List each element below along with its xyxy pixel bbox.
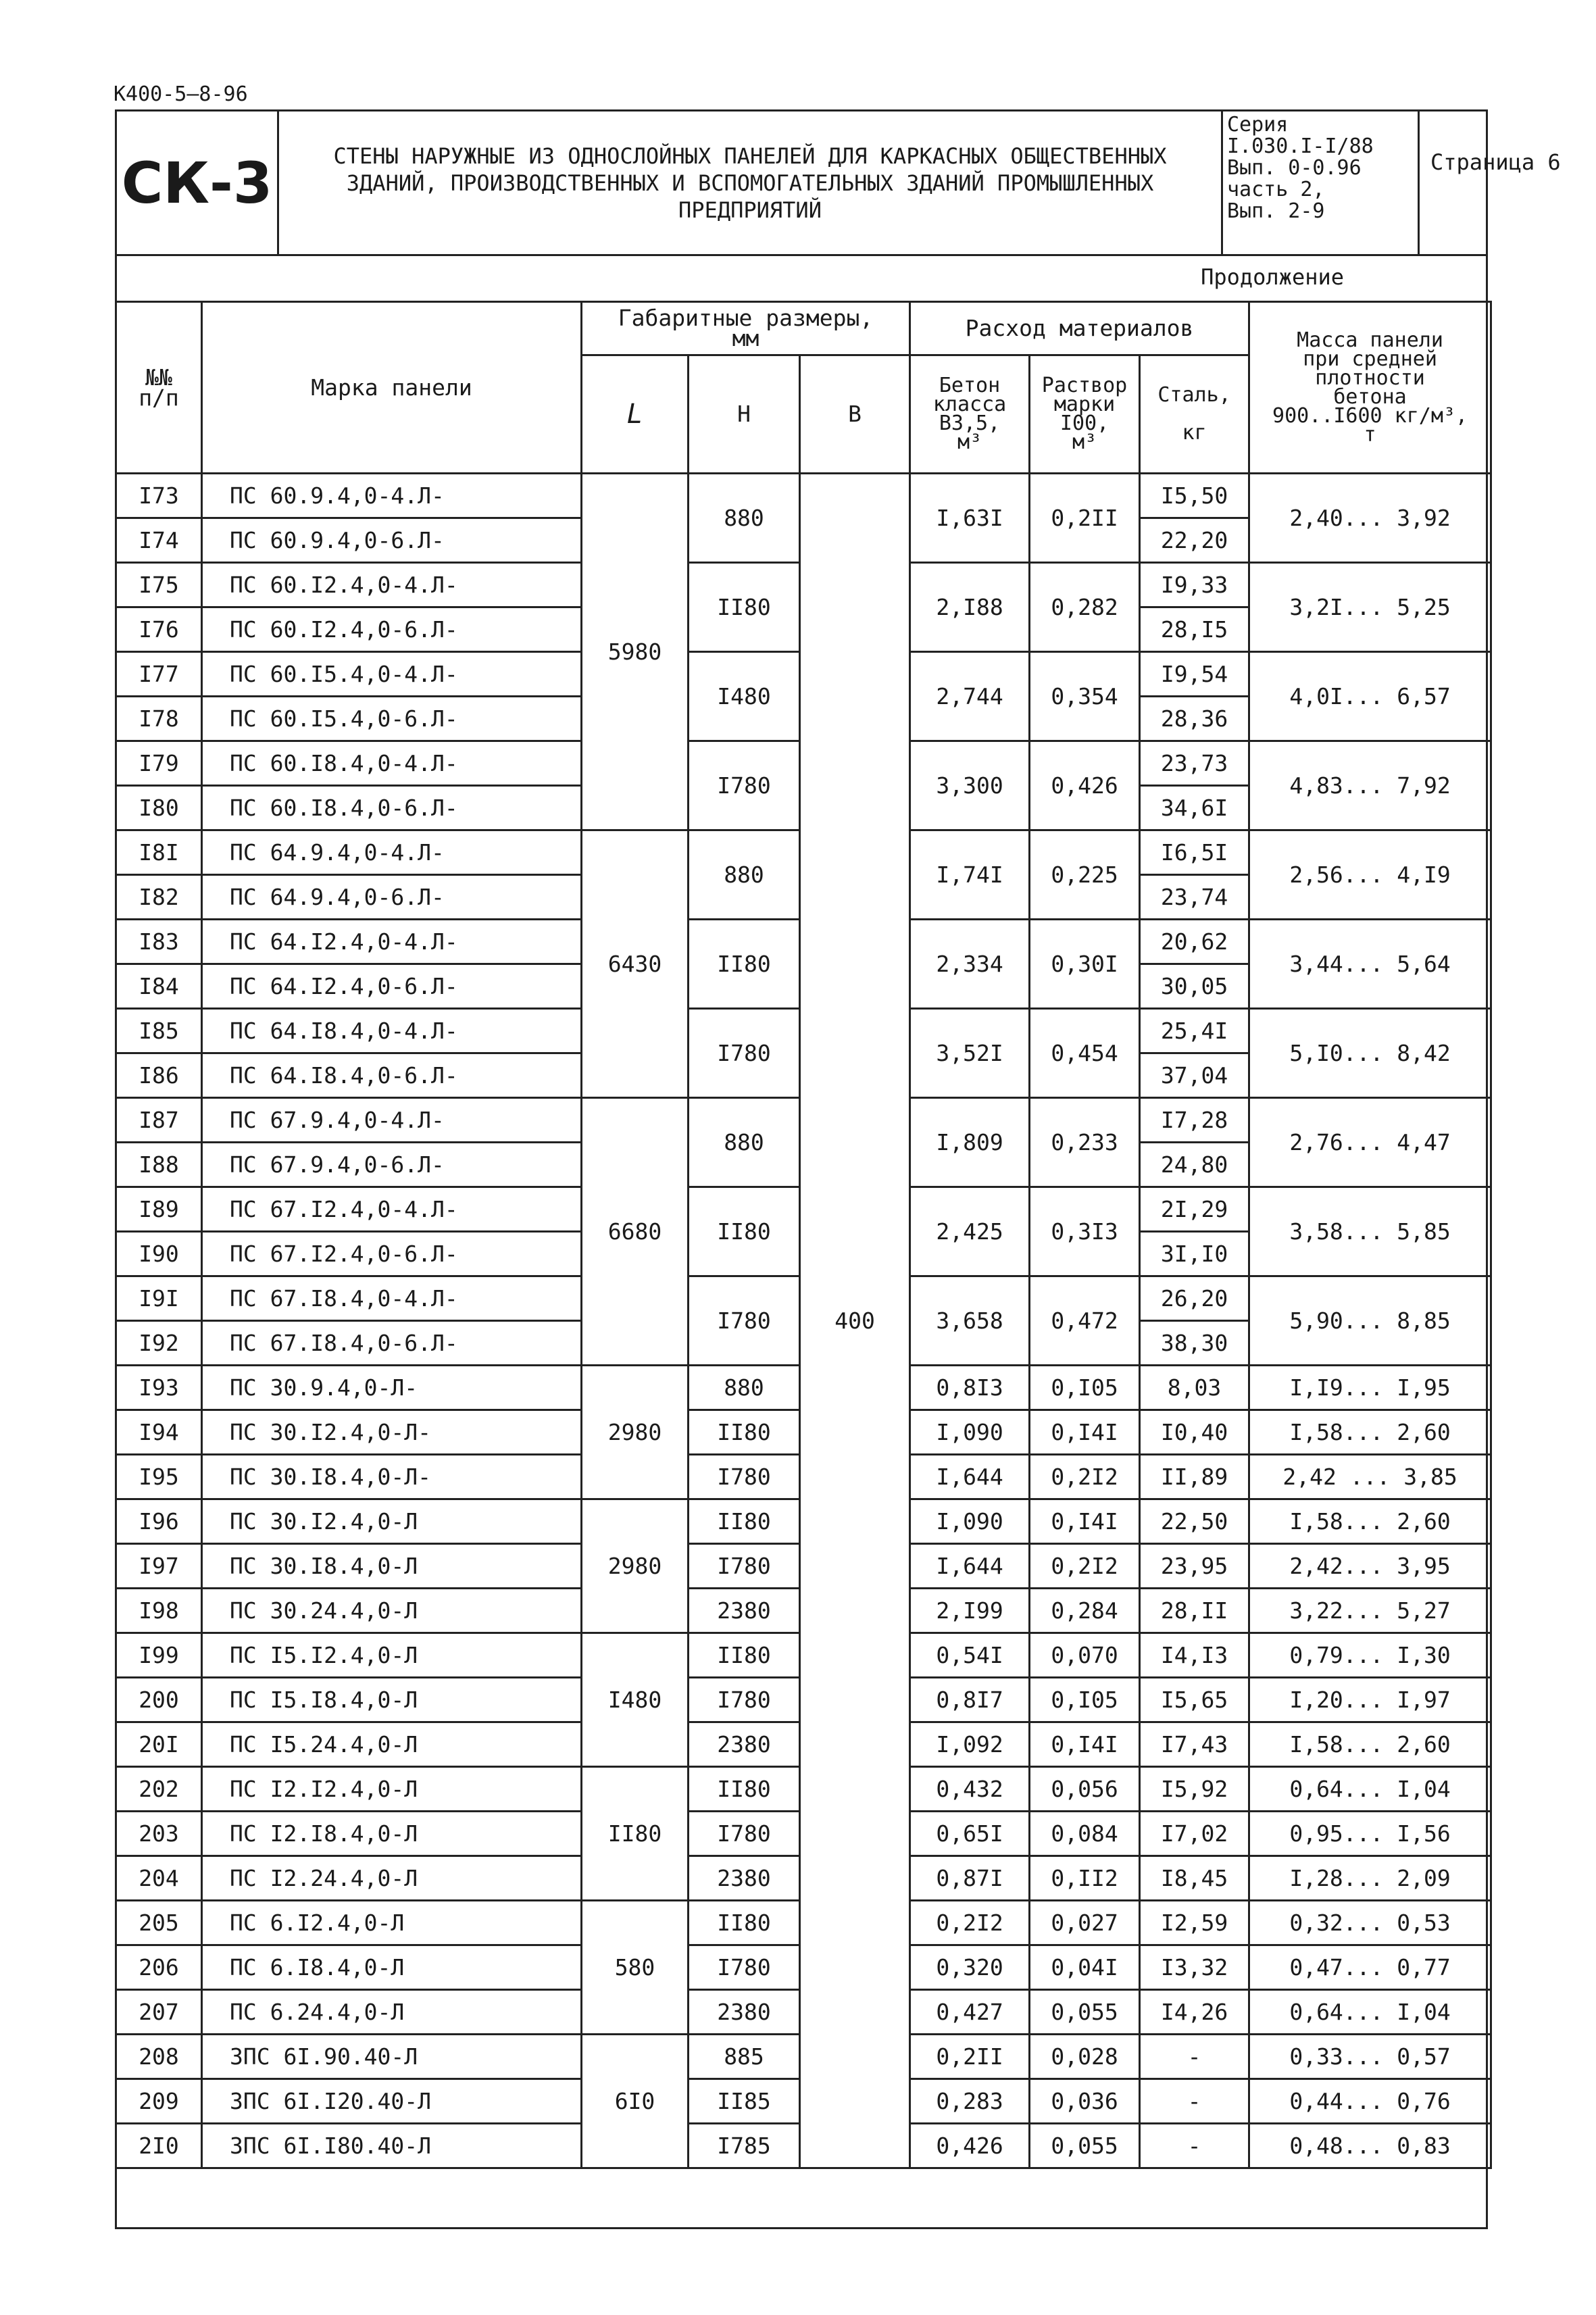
steel-mass: I5,65 — [1140, 1678, 1249, 1722]
row-number: I89 — [116, 1187, 202, 1232]
series-info: Серия I.030.I-I/88 Вып. 0-0.96 часть 2, Вып. 2-9 — [1223, 111, 1420, 254]
row-number: 207 — [116, 1990, 202, 2035]
dimension-H: I780 — [689, 741, 800, 830]
row-number: I88 — [116, 1143, 202, 1187]
mortar-volume: 0,II2 — [1030, 1856, 1140, 1901]
mortar-volume: 0,036 — [1030, 2079, 1140, 2124]
dimension-H: 880 — [689, 1366, 800, 1410]
panel-mass: 5,90... 8,85 — [1249, 1276, 1491, 1366]
sheet-code: СК-3 — [121, 149, 273, 216]
title-cell — [279, 111, 1223, 254]
concrete-volume: 0,54I — [910, 1633, 1030, 1678]
panel-mass: 0,32... 0,53 — [1249, 1901, 1491, 1945]
mortar-volume: 0,055 — [1030, 2124, 1140, 2168]
dimension-H: II80 — [689, 563, 800, 652]
panel-mark: ПС 64.I8.4,0-4.Л- — [202, 1009, 582, 1053]
mortar-volume: 0,225 — [1030, 830, 1140, 920]
panel-mark: ПС 67.I8.4,0-4.Л- — [202, 1276, 582, 1321]
concrete-volume: 0,8I3 — [910, 1366, 1030, 1410]
steel-mass: I4,I3 — [1140, 1633, 1249, 1678]
sheet-code-cell — [117, 111, 279, 254]
col-header-dimensions: Габаритные размеры, мм — [582, 302, 910, 355]
concrete-volume: 0,426 — [910, 2124, 1030, 2168]
col-header-concrete: Бетон класса В3,5, м³ — [910, 355, 1030, 474]
panel-mark: ПС 64.I2.4,0-6.Л- — [202, 964, 582, 1009]
dimension-L: II80 — [582, 1767, 689, 1901]
dimension-H: II80 — [689, 1633, 800, 1678]
dimension-H: II80 — [689, 1767, 800, 1812]
panel-mark: ЗПС 6I.I20.40-Л — [202, 2079, 582, 2124]
row-number: I93 — [116, 1366, 202, 1410]
dimension-H: 880 — [689, 1098, 800, 1187]
mortar-volume: 0,I4I — [1030, 1410, 1140, 1455]
mortar-volume: 0,3I3 — [1030, 1187, 1140, 1276]
steel-mass: I9,54 — [1140, 652, 1249, 697]
panel-mark: ПС I5.I8.4,0-Л — [202, 1678, 582, 1722]
dimension-H: II80 — [689, 1187, 800, 1276]
concrete-volume: 0,2II — [910, 2035, 1030, 2079]
panel-mass: 5,I0... 8,42 — [1249, 1009, 1491, 1098]
panel-mass: 3,2I... 5,25 — [1249, 563, 1491, 652]
concrete-volume: 2,I88 — [910, 563, 1030, 652]
row-number: I75 — [116, 563, 202, 607]
steel-mass: 25,4I — [1140, 1009, 1249, 1053]
steel-mass: 28,I5 — [1140, 607, 1249, 652]
row-number: 2I0 — [116, 2124, 202, 2168]
mortar-volume: 0,2I2 — [1030, 1544, 1140, 1589]
panel-mass: 2,40... 3,92 — [1249, 474, 1491, 563]
steel-mass: 2I,29 — [1140, 1187, 1249, 1232]
steel-mass: I6,5I — [1140, 830, 1249, 875]
dimension-H: I780 — [689, 1544, 800, 1589]
concrete-volume: 2,334 — [910, 920, 1030, 1009]
steel-mass: 28,II — [1140, 1589, 1249, 1633]
panel-mark: ПС 67.I2.4,0-6.Л- — [202, 1232, 582, 1276]
dimension-H: 2380 — [689, 1722, 800, 1767]
concrete-volume: 0,8I7 — [910, 1678, 1030, 1722]
steel-mass: - — [1140, 2079, 1249, 2124]
page-number: Страница 6 — [1430, 149, 1561, 175]
steel-mass: 23,95 — [1140, 1544, 1249, 1589]
steel-mass: 22,50 — [1140, 1499, 1249, 1544]
mortar-volume: 0,282 — [1030, 563, 1140, 652]
dimension-L: 2980 — [582, 1366, 689, 1499]
steel-mass: II,89 — [1140, 1455, 1249, 1499]
row-number: 200 — [116, 1678, 202, 1722]
panel-mark: ПС 67.9.4,0-6.Л- — [202, 1143, 582, 1187]
panel-mark: ПС I5.24.4,0-Л — [202, 1722, 582, 1767]
concrete-volume: I,644 — [910, 1455, 1030, 1499]
concrete-volume: 0,65I — [910, 1812, 1030, 1856]
panel-mark: ПС I2.I2.4,0-Л — [202, 1767, 582, 1812]
panel-mark: ЗПС 6I.I80.40-Л — [202, 2124, 582, 2168]
page-frame — [115, 109, 1561, 2229]
concrete-volume: I,74I — [910, 830, 1030, 920]
panel-mass: 0,79... I,30 — [1249, 1633, 1491, 1678]
panel-mark: ПС 67.I2.4,0-4.Л- — [202, 1187, 582, 1232]
row-number: I9I — [116, 1276, 202, 1321]
panel-mark: ПС I2.24.4,0-Л — [202, 1856, 582, 1901]
panel-mass: 0,64... I,04 — [1249, 1767, 1491, 1812]
panel-mass: 2,56... 4,I9 — [1249, 830, 1491, 920]
concrete-volume: 0,427 — [910, 1990, 1030, 2035]
steel-mass: 34,6I — [1140, 786, 1249, 830]
panel-mark: ПС 60.I5.4,0-6.Л- — [202, 697, 582, 741]
panel-mass: I,20... I,97 — [1249, 1678, 1491, 1722]
steel-mass: I0,40 — [1140, 1410, 1249, 1455]
dimension-H: II80 — [689, 1901, 800, 1945]
col-header-H: Н — [689, 355, 800, 474]
dimension-L: 2980 — [582, 1499, 689, 1633]
col-header-mass: Масса панели при средней плотности бетона 900..I600 кг/м³, т — [1249, 302, 1491, 474]
panel-mark: ПС 6.I2.4,0-Л — [202, 1901, 582, 1945]
panel-mass: 0,44... 0,76 — [1249, 2079, 1491, 2124]
steel-mass: 8,03 — [1140, 1366, 1249, 1410]
col-header-B: В — [800, 355, 910, 474]
document-title: СТЕНЫ НАРУЖНЫЕ ИЗ ОДНОСЛОЙНЫХ ПАНЕЛЕЙ ДЛЯ КАРКАСНЫХ ОБЩЕСТВЕННЫХ ЗДАНИЙ, ПРОИЗВОДСТВЕННЫХ И ВСПОМОГАТЕЛЬНЫХ ЗДАНИЙ ПРОМЫШЛЕННЫХ ПРЕДПРИЯТИЙ — [333, 143, 1167, 223]
row-number: I82 — [116, 875, 202, 920]
panel-mark: ПС 64.I2.4,0-4.Л- — [202, 920, 582, 964]
concrete-volume: 0,2I2 — [910, 1901, 1030, 1945]
panel-mass: 4,83... 7,92 — [1249, 741, 1491, 830]
panel-mass: I,28... 2,09 — [1249, 1856, 1491, 1901]
steel-mass: 23,73 — [1140, 741, 1249, 786]
steel-mass: 26,20 — [1140, 1276, 1249, 1321]
panel-mark: ПС 64.9.4,0-4.Л- — [202, 830, 582, 875]
concrete-volume: 3,658 — [910, 1276, 1030, 1366]
panel-mark: ПС 60.9.4,0-6.Л- — [202, 518, 582, 563]
mortar-volume: 0,472 — [1030, 1276, 1140, 1366]
page-cell — [1420, 111, 1561, 254]
panel-mass: I,58... 2,60 — [1249, 1722, 1491, 1767]
panel-mass: 0,33... 0,57 — [1249, 2035, 1491, 2079]
panel-mark: ПС 6.24.4,0-Л — [202, 1990, 582, 2035]
row-number: I84 — [116, 964, 202, 1009]
row-number: I94 — [116, 1410, 202, 1455]
panel-table — [115, 301, 1492, 2169]
row-number: 205 — [116, 1901, 202, 1945]
panel-mark: ПС 60.I5.4,0-4.Л- — [202, 652, 582, 697]
mortar-volume: 0,I4I — [1030, 1722, 1140, 1767]
dimension-B: 400 — [800, 474, 910, 2168]
concrete-volume: I,090 — [910, 1410, 1030, 1455]
dimension-H: I780 — [689, 1678, 800, 1722]
mortar-volume: 0,056 — [1030, 1767, 1140, 1812]
panel-mark: ПС 60.9.4,0-4.Л- — [202, 474, 582, 518]
panel-mass: 2,42... 3,95 — [1249, 1544, 1491, 1589]
dimension-H: I780 — [689, 1945, 800, 1990]
dimension-L: 6I0 — [582, 2035, 689, 2168]
dimension-H: I780 — [689, 1009, 800, 1098]
row-number: I97 — [116, 1544, 202, 1589]
panel-mass: 0,48... 0,83 — [1249, 2124, 1491, 2168]
steel-mass: - — [1140, 2124, 1249, 2168]
dimension-H: I780 — [689, 1276, 800, 1366]
panel-mark: ПС 67.I8.4,0-6.Л- — [202, 1321, 582, 1366]
panel-mass: 3,22... 5,27 — [1249, 1589, 1491, 1633]
dimension-H: I785 — [689, 2124, 800, 2168]
col-header-mark: Марка панели — [202, 302, 582, 474]
concrete-volume: 2,425 — [910, 1187, 1030, 1276]
mortar-volume: 0,30I — [1030, 920, 1140, 1009]
dimension-H: II80 — [689, 1499, 800, 1544]
steel-mass: 24,80 — [1140, 1143, 1249, 1187]
row-number: I92 — [116, 1321, 202, 1366]
dimension-H: 2380 — [689, 1856, 800, 1901]
row-number: I8I — [116, 830, 202, 875]
steel-mass: I9,33 — [1140, 563, 1249, 607]
panel-mark: ПС 30.I8.4,0-Л — [202, 1544, 582, 1589]
dimension-L: I480 — [582, 1633, 689, 1767]
row-number: 204 — [116, 1856, 202, 1901]
panel-mass: 3,44... 5,64 — [1249, 920, 1491, 1009]
document-code: К400-5—8-96 — [114, 82, 248, 106]
mortar-volume: 0,426 — [1030, 741, 1140, 830]
steel-mass: I4,26 — [1140, 1990, 1249, 2035]
steel-mass: 30,05 — [1140, 964, 1249, 1009]
mortar-volume: 0,284 — [1030, 1589, 1140, 1633]
panel-mark: ПС 30.I2.4,0-Л — [202, 1499, 582, 1544]
panel-mark: ПС 60.I2.4,0-6.Л- — [202, 607, 582, 652]
concrete-volume: 0,283 — [910, 2079, 1030, 2124]
concrete-volume: 3,52I — [910, 1009, 1030, 1098]
row-number: I83 — [116, 920, 202, 964]
steel-mass: 37,04 — [1140, 1053, 1249, 1098]
mortar-volume: 0,084 — [1030, 1812, 1140, 1856]
mortar-volume: 0,04I — [1030, 1945, 1140, 1990]
row-number: I96 — [116, 1499, 202, 1544]
mortar-volume: 0,454 — [1030, 1009, 1140, 1098]
panel-mass: I,I9... I,95 — [1249, 1366, 1491, 1410]
row-number: I77 — [116, 652, 202, 697]
dimension-H: II80 — [689, 920, 800, 1009]
panel-mark: ПС I5.I2.4,0-Л — [202, 1633, 582, 1678]
row-number: I79 — [116, 741, 202, 786]
dimension-H: II80 — [689, 1410, 800, 1455]
steel-mass: I3,32 — [1140, 1945, 1249, 1990]
row-number: I95 — [116, 1455, 202, 1499]
panel-mass: I,58... 2,60 — [1249, 1499, 1491, 1544]
panel-mass: I,58... 2,60 — [1249, 1410, 1491, 1455]
mortar-volume: 0,I4I — [1030, 1499, 1140, 1544]
row-number: 202 — [116, 1767, 202, 1812]
row-number: 20I — [116, 1722, 202, 1767]
row-number: I80 — [116, 786, 202, 830]
concrete-volume: 0,432 — [910, 1767, 1030, 1812]
title-block — [117, 111, 1561, 256]
panel-mark: ЗПС 6I.90.40-Л — [202, 2035, 582, 2079]
panel-mark: ПС 30.I8.4,0-Л- — [202, 1455, 582, 1499]
concrete-volume: 3,300 — [910, 741, 1030, 830]
panel-mark: ПС 30.24.4,0-Л — [202, 1589, 582, 1633]
mortar-volume: 0,I05 — [1030, 1678, 1140, 1722]
steel-mass: 20,62 — [1140, 920, 1249, 964]
col-header-num: №№ п/п — [116, 302, 202, 474]
steel-mass: I5,92 — [1140, 1767, 1249, 1812]
steel-mass: I2,59 — [1140, 1901, 1249, 1945]
continuation-label: Продолжение — [1201, 264, 1344, 290]
steel-mass: I7,02 — [1140, 1812, 1249, 1856]
panel-mark: ПС I2.I8.4,0-Л — [202, 1812, 582, 1856]
row-number: I76 — [116, 607, 202, 652]
row-number: I85 — [116, 1009, 202, 1053]
row-number: I99 — [116, 1633, 202, 1678]
panel-mark: ПС 64.I8.4,0-6.Л- — [202, 1053, 582, 1098]
panel-mass: 0,64... I,04 — [1249, 1990, 1491, 2035]
col-header-materials: Расход материалов — [910, 302, 1249, 355]
panel-mass: 0,47... 0,77 — [1249, 1945, 1491, 1990]
mortar-volume: 0,2I2 — [1030, 1455, 1140, 1499]
table-row — [116, 474, 1491, 518]
steel-mass: I8,45 — [1140, 1856, 1249, 1901]
dimension-L: 5980 — [582, 474, 689, 830]
row-number: 206 — [116, 1945, 202, 1990]
panel-mark: ПС 60.I8.4,0-6.Л- — [202, 786, 582, 830]
row-number: I74 — [116, 518, 202, 563]
steel-mass: 22,20 — [1140, 518, 1249, 563]
dimension-L: 6680 — [582, 1098, 689, 1366]
mortar-volume: 0,I05 — [1030, 1366, 1140, 1410]
row-number: I73 — [116, 474, 202, 518]
col-header-steel: Сталь, кг — [1140, 355, 1249, 474]
concrete-volume: I,092 — [910, 1722, 1030, 1767]
steel-mass: 28,36 — [1140, 697, 1249, 741]
steel-mass: 3I,I0 — [1140, 1232, 1249, 1276]
steel-mass: I7,43 — [1140, 1722, 1249, 1767]
concrete-volume: I,644 — [910, 1544, 1030, 1589]
steel-mass: - — [1140, 2035, 1249, 2079]
dimension-L: 6430 — [582, 830, 689, 1098]
panel-mark: ПС 67.9.4,0-4.Л- — [202, 1098, 582, 1143]
steel-mass: I5,50 — [1140, 474, 1249, 518]
panel-mark: ПС 60.I8.4,0-4.Л- — [202, 741, 582, 786]
panel-mark: ПС 6.I8.4,0-Л — [202, 1945, 582, 1990]
dimension-H: I780 — [689, 1455, 800, 1499]
dimension-H: 880 — [689, 830, 800, 920]
row-number: 208 — [116, 2035, 202, 2079]
concrete-volume: I,809 — [910, 1098, 1030, 1187]
mortar-volume: 0,233 — [1030, 1098, 1140, 1187]
panel-mark: ПС 30.9.4,0-Л- — [202, 1366, 582, 1410]
row-number: I98 — [116, 1589, 202, 1633]
steel-mass: I7,28 — [1140, 1098, 1249, 1143]
concrete-volume: 2,744 — [910, 652, 1030, 741]
dimension-H: 2380 — [689, 1990, 800, 2035]
panel-mass: 3,58... 5,85 — [1249, 1187, 1491, 1276]
mortar-volume: 0,027 — [1030, 1901, 1140, 1945]
concrete-volume: 2,I99 — [910, 1589, 1030, 1633]
steel-mass: 23,74 — [1140, 875, 1249, 920]
panel-mark: ПС 60.I2.4,0-4.Л- — [202, 563, 582, 607]
mortar-volume: 0,354 — [1030, 652, 1140, 741]
row-number: I86 — [116, 1053, 202, 1098]
dimension-H: 2380 — [689, 1589, 800, 1633]
mortar-volume: 0,055 — [1030, 1990, 1140, 2035]
row-number: I78 — [116, 697, 202, 741]
concrete-volume: 0,320 — [910, 1945, 1030, 1990]
row-number: 203 — [116, 1812, 202, 1856]
panel-mark: ПС 64.9.4,0-6.Л- — [202, 875, 582, 920]
dimension-L: 580 — [582, 1901, 689, 2035]
mortar-volume: 0,2II — [1030, 474, 1140, 563]
dimension-H: 880 — [689, 474, 800, 563]
concrete-volume: 0,87I — [910, 1856, 1030, 1901]
row-number: I90 — [116, 1232, 202, 1276]
panel-mass: 4,0I... 6,57 — [1249, 652, 1491, 741]
row-number: 209 — [116, 2079, 202, 2124]
dimension-H: II85 — [689, 2079, 800, 2124]
steel-mass: 38,30 — [1140, 1321, 1249, 1366]
panel-mass: 2,42 ... 3,85 — [1249, 1455, 1491, 1499]
col-header-mortar: Раствор марки I00, м³ — [1030, 355, 1140, 474]
concrete-volume: I,090 — [910, 1499, 1030, 1544]
col-header-L: L — [582, 355, 689, 474]
dimension-H: 885 — [689, 2035, 800, 2079]
mortar-volume: 0,028 — [1030, 2035, 1140, 2079]
row-number: I87 — [116, 1098, 202, 1143]
dimension-H: I480 — [689, 652, 800, 741]
panel-mass: 0,95... I,56 — [1249, 1812, 1491, 1856]
mortar-volume: 0,070 — [1030, 1633, 1140, 1678]
panel-mass: 2,76... 4,47 — [1249, 1098, 1491, 1187]
panel-mark: ПС 30.I2.4,0-Л- — [202, 1410, 582, 1455]
table-body — [116, 474, 1491, 2168]
concrete-volume: I,63I — [910, 474, 1030, 563]
dimension-H: I780 — [689, 1812, 800, 1856]
